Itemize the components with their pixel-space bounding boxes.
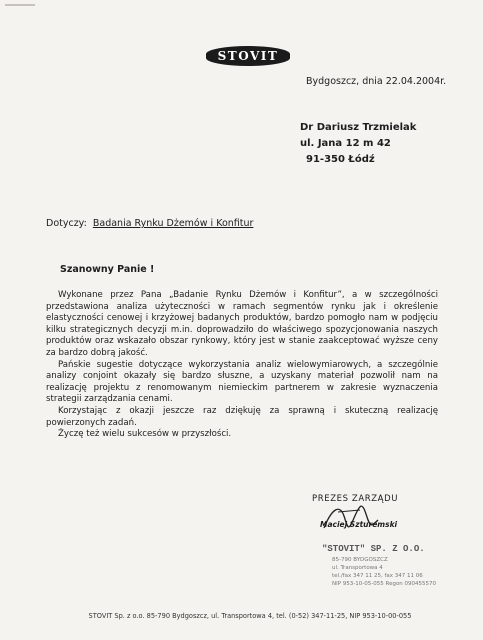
signature-block	[312, 494, 462, 606]
stamp-line: ul. Transportowa 4	[332, 565, 383, 571]
handwritten-signature	[318, 498, 388, 536]
signature-title: PREZES ZARZĄDU	[312, 494, 399, 504]
paragraph-4: Życzę też wielu sukcesów w przyszłości.	[58, 429, 232, 440]
stamp-line: 85-790 BYDGOSZCZ	[332, 557, 388, 563]
recipient-city: 91-350 Łódź	[306, 154, 375, 165]
subject-label: Dotyczy:	[46, 218, 87, 229]
greeting: Szanowny Panie !	[60, 264, 155, 275]
paragraph-1: Wykonane przez Pana „Badanie Rynku Dżemów i Konfitur”, a w szczególności przedstawiona analiza użyteczności w ramach segmentów rynku jak i określenie elastyczności cenowej i krzyżowej badanych produktów, bardzo pomogło nam w podjęciu kilku strategicznych decyzji m.in. doprowadziło do właściwego spozycjonowania naszych produktów oraz wskazało obszar rynkowy, który jest w stanie zaakceptować wyższe ceny za bardzo dobrą jakość.	[46, 290, 438, 358]
stamp-company: "STOVIT" SP. Z O.O.	[322, 544, 425, 554]
logo-text: STOVIT	[217, 49, 279, 63]
paragraph-3: Korzystając z okazji jeszcze raz dziękuję za sprawną i skuteczną realizację powierzonych zadań.	[46, 405, 438, 428]
stamp-line: NIP 953-10-05-055 Regon 090455570	[332, 581, 437, 587]
subject-line	[46, 218, 253, 229]
signatory-name: Maciej Szturemski	[320, 520, 398, 529]
letter-body	[46, 290, 438, 441]
paragraph-2: Pańskie sugestie dotyczące wykorzystania analiz wielowymiarowych, a szczególnie analizy conjoint okazały się bardzo słuszne, a uzyskany materiał pozwolił nam na realizację projektu z renomowanym niemieckim partnerem w zakresie wyznaczenia strategii zarządzania cenami.	[46, 359, 438, 405]
footer: STOVIT Sp. z o.o. 85-790 Bydgoszcz, ul. Transportowa 4, tel. (0-52) 347-11-25, NIP 953-10-00-055	[88, 612, 412, 620]
stovit-logo	[206, 46, 290, 66]
subject-topic: Badania Rynku Dżemów i Konfitur	[92, 218, 254, 229]
letter-date: Bydgoszcz, dnia 22.04.2004r.	[306, 76, 447, 87]
recipient-street: ul. Jana 12 m 42	[300, 138, 391, 149]
recipient-name: Dr Dariusz Trzmielak	[300, 122, 417, 133]
stamp-line: tel./fax 347 11 25, fax 347 11 06	[332, 573, 423, 579]
scan-mark	[5, 4, 35, 6]
